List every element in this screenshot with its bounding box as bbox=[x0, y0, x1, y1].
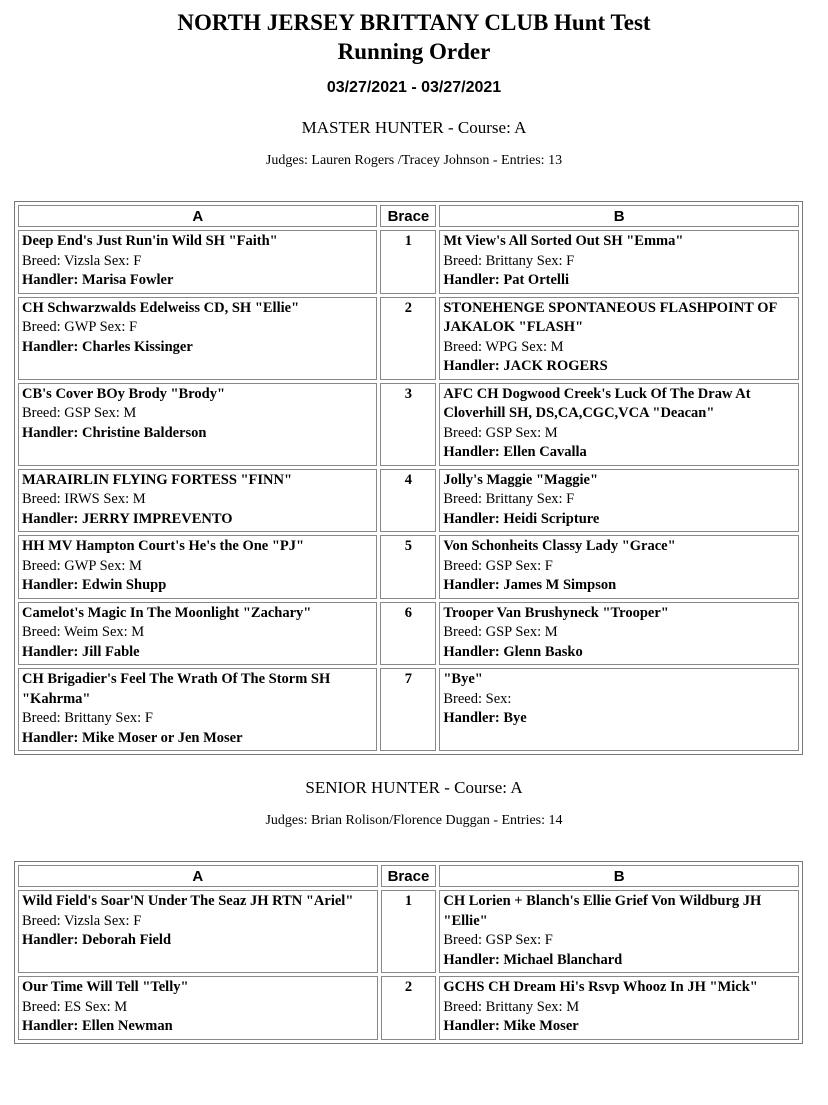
breed-sex: Breed: Brittany Sex: F bbox=[443, 252, 575, 269]
entry-a bbox=[18, 297, 377, 380]
table-row bbox=[18, 297, 799, 380]
entry-b bbox=[439, 535, 799, 599]
breed-sex: Breed: Brittany Sex: F bbox=[22, 710, 153, 726]
event-dates: 03/27/2021 - 03/27/2021 bbox=[326, 79, 502, 96]
handler: Handler: Charles Kissinger bbox=[22, 338, 193, 355]
handler: Handler: Pat Ortelli bbox=[443, 272, 569, 288]
entry-b bbox=[439, 976, 799, 1040]
page-title: NORTH JERSEY BRITTANY CLUB Hunt Test bbox=[177, 10, 651, 35]
table-row bbox=[18, 383, 799, 466]
column-header-brace: Brace bbox=[381, 865, 437, 887]
brace-number: 4 bbox=[380, 469, 436, 533]
table-row bbox=[18, 230, 799, 294]
entry-a bbox=[18, 469, 377, 533]
handler: Handler: Deborah Field bbox=[22, 932, 172, 948]
breed-sex: Breed: GSP Sex: M bbox=[443, 424, 558, 441]
breed-sex: Breed: GSP Sex: F bbox=[443, 932, 553, 948]
dog-name: Camelot's Magic In The Moonlight "Zachary" bbox=[22, 604, 312, 621]
dog-name: Deep End's Just Run'in Wild SH "Faith" bbox=[22, 233, 278, 249]
handler: Handler: Ellen Cavalla bbox=[443, 444, 587, 460]
entry-a bbox=[18, 976, 378, 1040]
handler: Handler: Glenn Basko bbox=[443, 643, 583, 660]
handler: Handler: Ellen Newman bbox=[22, 1018, 173, 1034]
dog-name: CH Schwarzwalds Edelweiss CD, SH "Ellie" bbox=[22, 299, 300, 316]
entry-a bbox=[18, 602, 377, 666]
entry-b bbox=[439, 668, 799, 751]
entry-b bbox=[439, 297, 799, 380]
dog-name: Jolly's Maggie "Maggie" bbox=[443, 471, 598, 488]
dog-name: GCHS CH Dream Hi's Rsvp Whooz In JH "Mick" bbox=[443, 979, 758, 995]
entry-a bbox=[18, 890, 378, 973]
brace-number: 2 bbox=[381, 976, 437, 1040]
dog-name: Our Time Will Tell "Telly" bbox=[22, 979, 189, 995]
breed-sex: Breed: IRWS Sex: M bbox=[22, 491, 146, 507]
dog-name: Wild Field's Soar'N Under The Seaz JH RTN "Ariel" bbox=[22, 893, 354, 909]
class-title: MASTER HUNTER - Course: A bbox=[301, 118, 527, 137]
dog-name: CH Lorien + Blanch's Ellie Grief Von Wildburg JH "Ellie" bbox=[443, 893, 762, 929]
table-row bbox=[18, 668, 799, 751]
breed-sex: Breed: ES Sex: M bbox=[22, 998, 128, 1015]
dog-name: Mt View's All Sorted Out SH "Emma" bbox=[443, 233, 684, 249]
entry-b bbox=[439, 383, 799, 466]
section-senior-hunter bbox=[0, 778, 828, 829]
breed-sex: Breed: Brittany Sex: F bbox=[443, 491, 575, 507]
breed-sex: Breed: Vizsla Sex: F bbox=[22, 252, 142, 269]
brace-number: 2 bbox=[380, 297, 436, 380]
breed-sex: Breed: Weim Sex: M bbox=[22, 624, 145, 640]
entry-a bbox=[18, 535, 377, 599]
handler: Handler: Michael Blanchard bbox=[443, 951, 623, 968]
table-body bbox=[18, 230, 799, 751]
document-header bbox=[0, 0, 828, 66]
breed-sex: Breed: GSP Sex: M bbox=[443, 624, 558, 640]
dog-name: CB's Cover BOy Brody "Brody" bbox=[22, 385, 226, 402]
page-subtitle: Running Order bbox=[337, 39, 491, 64]
handler: Handler: JERRY IMPREVENTO bbox=[22, 510, 233, 527]
dog-name: CH Brigadier's Feel The Wrath Of The Storm SH "Kahrma" bbox=[22, 671, 331, 707]
column-header-a: A bbox=[18, 205, 377, 227]
running-order-table-master bbox=[14, 201, 803, 755]
breed-sex: Breed: GSP Sex: M bbox=[22, 405, 137, 421]
brace-number: 6 bbox=[380, 602, 436, 666]
column-header-b: B bbox=[439, 205, 799, 227]
section-master-hunter bbox=[0, 118, 828, 169]
dog-name: Von Schonheits Classy Lady "Grace" bbox=[443, 538, 676, 554]
entry-a bbox=[18, 668, 377, 751]
table-row bbox=[18, 469, 799, 533]
brace-number: 3 bbox=[380, 383, 436, 466]
table-header-row bbox=[18, 865, 799, 887]
dog-name: HH MV Hampton Court's He's the One "PJ" bbox=[22, 538, 305, 554]
entry-a bbox=[18, 230, 377, 294]
table-row bbox=[18, 976, 799, 1040]
handler: Handler: Mike Moser or Jen Moser bbox=[22, 729, 243, 746]
handler: Handler: Jill Fable bbox=[22, 643, 140, 660]
handler: Handler: James M Simpson bbox=[443, 577, 617, 593]
breed-sex: Breed: Sex: bbox=[443, 690, 512, 707]
dog-name: Trooper Van Brushyneck "Trooper" bbox=[443, 604, 669, 621]
entry-a bbox=[18, 383, 377, 466]
breed-sex: Breed: WPG Sex: M bbox=[443, 338, 564, 355]
column-header-brace: Brace bbox=[380, 205, 436, 227]
handler: Handler: Marisa Fowler bbox=[22, 272, 174, 288]
brace-number: 7 bbox=[380, 668, 436, 751]
class-title: SENIOR HUNTER - Course: A bbox=[305, 778, 523, 797]
entry-b bbox=[439, 469, 799, 533]
handler: Handler: Heidi Scripture bbox=[443, 510, 600, 527]
handler: Handler: Edwin Shupp bbox=[22, 577, 167, 593]
table-header-row bbox=[18, 205, 799, 227]
running-order-table-senior bbox=[14, 861, 803, 1044]
dog-name: AFC CH Dogwood Creek's Luck Of The Draw At Cloverhill SH, DS,CA,CGC,VCA "Deacan" bbox=[443, 385, 751, 421]
entry-b bbox=[439, 230, 799, 294]
entry-b bbox=[439, 602, 799, 666]
handler: Handler: Christine Balderson bbox=[22, 424, 207, 441]
table-row bbox=[18, 602, 799, 666]
handler: Handler: Mike Moser bbox=[443, 1018, 579, 1034]
dog-name: "Bye" bbox=[443, 671, 483, 687]
brace-number: 1 bbox=[380, 230, 436, 294]
brace-number: 5 bbox=[380, 535, 436, 599]
dog-name: STONEHENGE SPONTANEOUS FLASHPOINT OF JAKALOK "FLASH" bbox=[443, 299, 777, 335]
judges-line: Judges: Lauren Rogers /Tracey Johnson - Entries: 13 bbox=[265, 153, 563, 168]
table-row bbox=[18, 535, 799, 599]
column-header-b: B bbox=[439, 865, 799, 887]
entry-b bbox=[439, 890, 799, 973]
breed-sex: Breed: Brittany Sex: M bbox=[443, 998, 580, 1015]
table-row bbox=[18, 890, 799, 973]
dog-name: MARAIRLIN FLYING FORTESS "FINN" bbox=[22, 471, 293, 488]
table-body bbox=[18, 890, 799, 1040]
handler: Handler: Bye bbox=[443, 710, 527, 726]
judges-line: Judges: Brian Rolison/Florence Duggan - Entries: 14 bbox=[265, 813, 563, 828]
breed-sex: Breed: GSP Sex: F bbox=[443, 557, 553, 574]
breed-sex: Breed: GWP Sex: F bbox=[22, 319, 138, 335]
breed-sex: Breed: Vizsla Sex: F bbox=[22, 912, 142, 929]
handler: Handler: JACK ROGERS bbox=[443, 358, 608, 374]
breed-sex: Breed: GWP Sex: M bbox=[22, 557, 142, 574]
column-header-a: A bbox=[18, 865, 378, 887]
brace-number: 1 bbox=[381, 890, 437, 973]
